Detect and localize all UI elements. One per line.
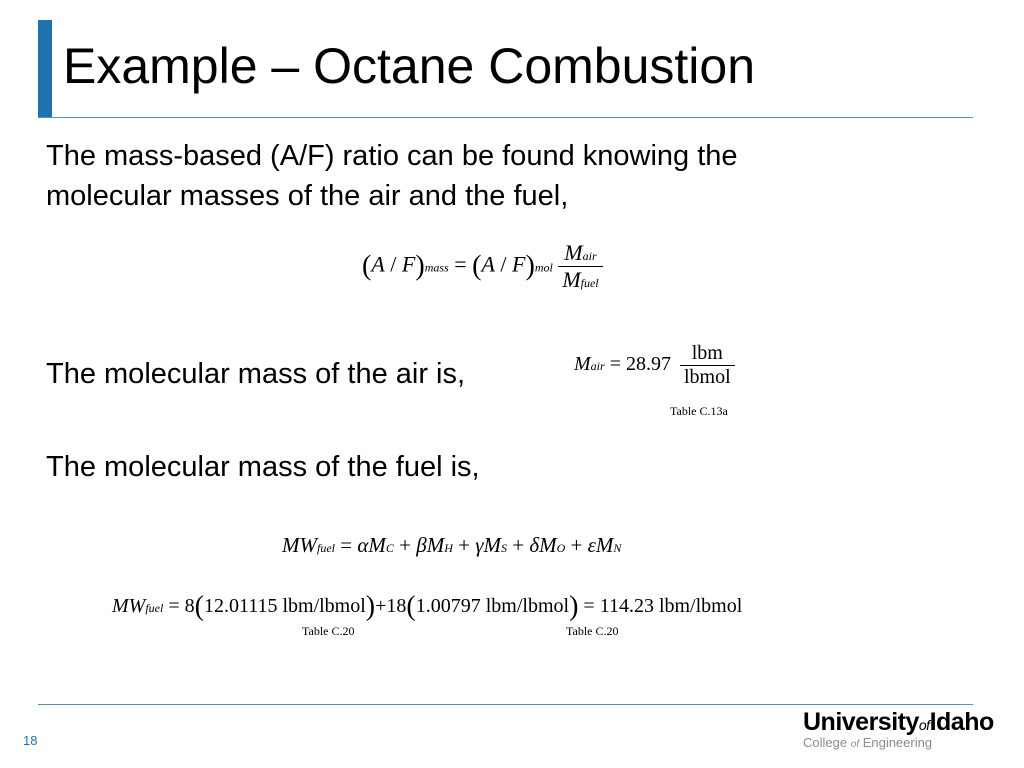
slide-number: 18	[23, 733, 38, 748]
paragraph-line: molecular masses of the air and the fuel,	[46, 180, 569, 212]
slide-title: Example – Octane Combustion	[63, 38, 756, 94]
table-reference: Table C.13a	[670, 404, 728, 418]
title-accent-bar	[38, 20, 52, 117]
table-reference: Table C.20	[566, 624, 619, 638]
logo-college: College of Engineering	[803, 735, 933, 750]
fuel-molar-mass-numeric-equation: MWfuel = 8(12.01115 lbm/lbmol)+18(1.00797 lbm/lbmol) = 114.23 lbm/lbmol	[112, 591, 743, 622]
logo-wordmark: UniversityofIdaho	[803, 708, 994, 736]
af-ratio-equation: (A / F)mass = (A / F)mol $\frac{\text{Mair}}{\text{Mfuel}}$	[362, 240, 603, 293]
table-reference: Table C.20	[302, 624, 355, 638]
paragraph-line: The molecular mass of the air is,	[46, 358, 466, 390]
air-molar-mass-equation: Mair = 28.97 $\frac{\text{lbm}}{\text{lbmol}}$	[574, 342, 735, 389]
university-logo	[803, 708, 994, 750]
footer-divider	[38, 704, 973, 705]
fuel-molar-mass-general-equation: MWfuel = αMC + βMH + γMS + δMO + εMN	[282, 533, 622, 557]
molar-mass-fraction: $\frac{\text{Mair}}{\text{Mfuel}}$	[558, 240, 602, 293]
paragraph-line: The mass-based (A/F) ratio can be found knowing the	[46, 140, 738, 172]
paragraph-line: The molecular mass of the fuel is,	[46, 451, 480, 483]
title-divider	[38, 117, 973, 118]
